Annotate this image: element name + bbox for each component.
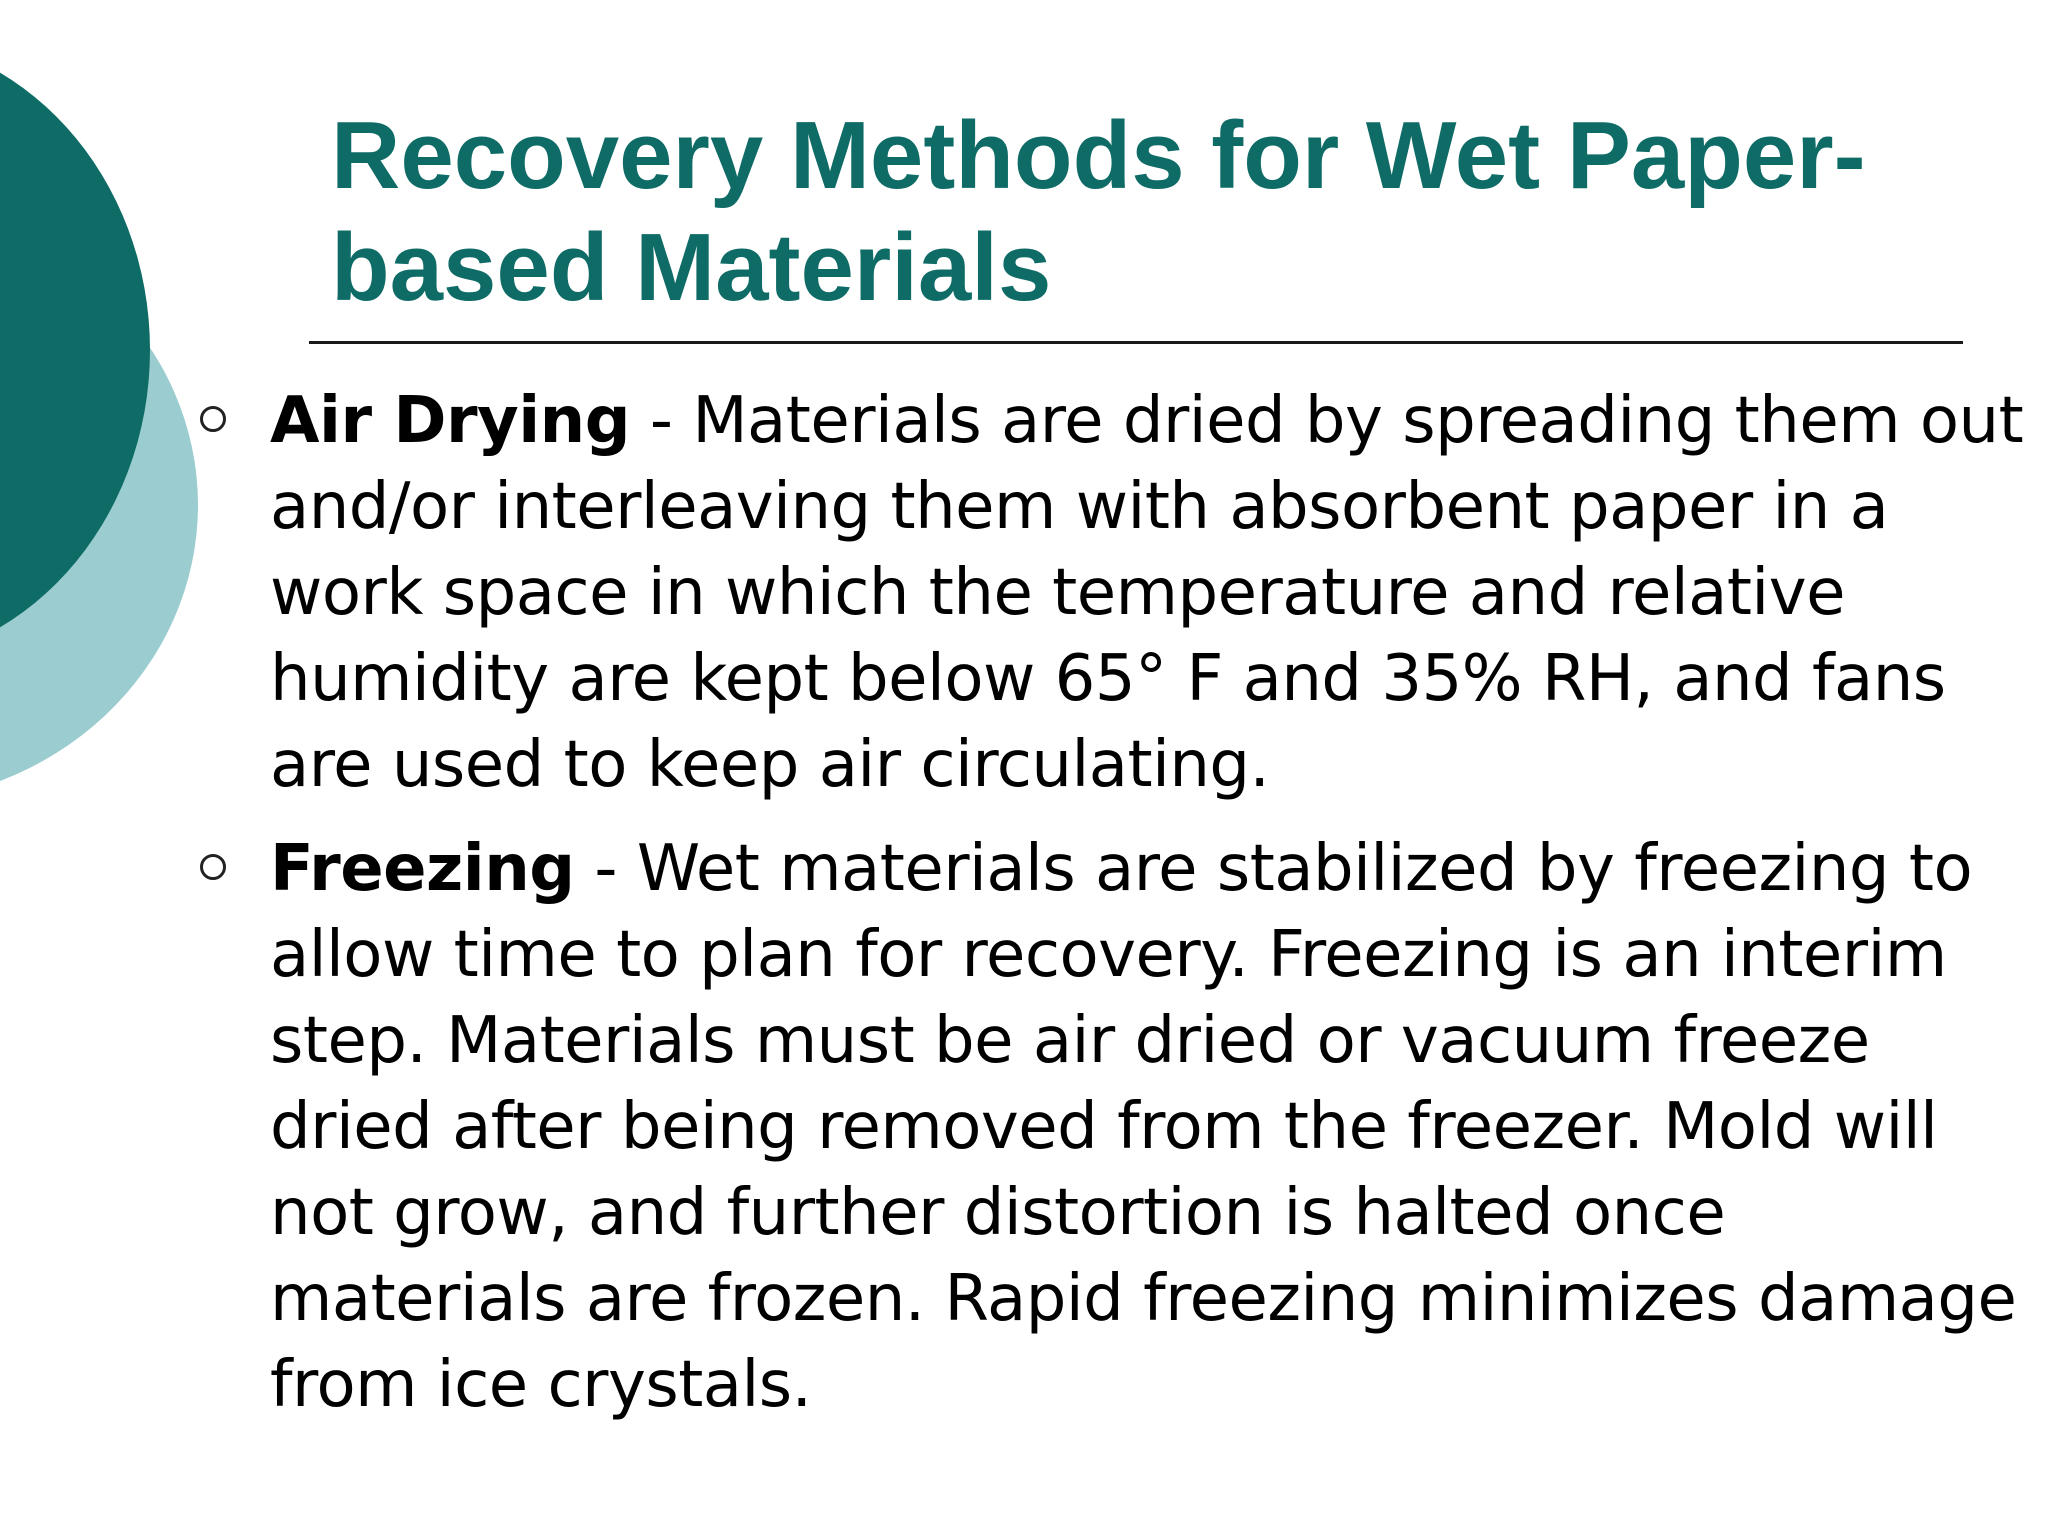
bullet-freezing <box>270 826 2040 1428</box>
bullet-air-drying <box>270 378 2040 808</box>
slide-title: Recovery Methods for Wet Paper-based Materials <box>331 102 1866 321</box>
hollow-circle-bullet-icon <box>200 854 226 880</box>
bullet-text: Materials are dried by spreading them out and/or interleaving them with absorbent paper in a work space in which the temperature and relative humidity are kept below 65° F and 35% RH, and fans are used to keep air circulating. <box>270 384 2024 802</box>
bullet-text: Wet materials are stabilized by freezing to allow time to plan for recovery. Freezing is an interim step. Materials must be air dried or vacuum freeze dried after being removed from the freezer. Mold will not grow, and further distortion is halted once materials are frozen. Rapid freezing minimizes damage from ice crystals. <box>270 832 2017 1422</box>
bullet-separator: - <box>574 832 637 906</box>
bullet-term: Freezing <box>270 832 575 906</box>
bullet-term: Air Drying <box>270 384 631 458</box>
title-divider <box>309 341 1963 344</box>
hollow-circle-bullet-icon <box>200 406 226 432</box>
bullet-separator: - <box>630 384 693 458</box>
